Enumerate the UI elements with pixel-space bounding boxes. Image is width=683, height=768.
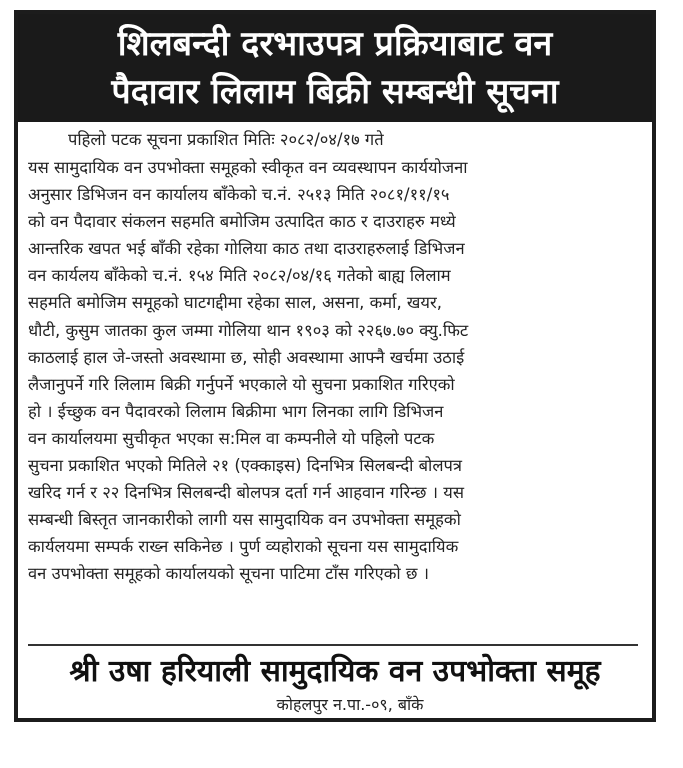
publish-date: पहिलो पटक सूचना प्रकाशित मितिः २०८२/०४/१७ गते [68, 130, 384, 149]
body-line: काठलाई हाल जे-जस्तो अवस्थामा छ, सोही अवस्थामा आफ्नै खर्चमा उठाई [28, 347, 465, 367]
body-line: सम्बन्धी बिस्तृत जानकारीको लागी यस सामुदायिक वन उपभोक्ता समूहको [28, 510, 461, 530]
body-line: आन्तरिक खपत भई बाँकी रहेका गोलिया काठ तथा दाउराहरुलाई डिभिजन [28, 239, 465, 259]
body-line: वन उपभोक्ता समूहको कार्यालयको सूचना पाटिमा टाँस गरिएको छ । [28, 564, 429, 584]
body-line: धौटी, कुसुम जातका कुल जम्मा गोलिया थान १९०३ को २२६७.७० क्यु.फिट [28, 320, 469, 340]
body-line: लैजानुपर्ने गरि लिलाम बिक्री गर्नुपर्ने भएकाले यो सुचना प्रकाशित गरिएको [28, 374, 455, 394]
body-line: यस सामुदायिक वन उपभोक्ता समूहको स्वीकृत वन व्यवस्थापन कार्ययोजना [28, 158, 468, 177]
body-line: हो । ईच्छुक वन पैदावरको लिलाम बिक्रीमा भाग लिनका लागि डिभिजन [28, 401, 444, 421]
body-line: कार्यलयमा सम्पर्क राख्न सकिनेछ । पुर्ण व्यहोराको सूचना यस सामुदायिक [28, 537, 459, 557]
notice-box [14, 10, 656, 722]
footer-divider [28, 644, 638, 646]
header-title-line-1: शिलबन्दी दरभाउपत्र प्रक्रियाबाट वन [117, 24, 553, 64]
body-line: अनुसार डिभिजन वन कार्यालय बाँकेको च.नं. २५१३ मिति २०८१/११/१५ [28, 185, 450, 205]
body-line: सुचना प्रकाशित भएको मितिले २१ (एक्काइस) दिनभित्र सिलबन्दी बोलपत्र [28, 456, 462, 476]
notice-header [18, 14, 652, 122]
header-title-line-2: पैदावार लिलाम बिक्री सम्बन्धी सूचना [111, 72, 559, 112]
organization-name: श्री उषा हरियाली सामुदायिक वन उपभोक्ता समूह [69, 654, 601, 689]
notice-body [28, 154, 644, 588]
body-line: वन कार्यालयमा सुचीकृत भएका स:मिल वा कम्पनीले यो पहिलो पटक [28, 428, 435, 448]
body-line: खरिद गर्न र २२ दिनभित्र सिलबन्दी बोलपत्र दर्ता गर्न आहवान गरिन्छ । यस [28, 483, 464, 503]
body-line: सहमति बमोजिम समूहको घाटगद्दीमा रहेका साल, असना, कर्मा, खयर, [28, 293, 442, 313]
body-line: को वन पैदावार संकलन सहमति बमोजिम उत्पादित काठ र दाउराहरु मध्ये [28, 212, 456, 232]
organization-address: कोहलपुर न.पा.-०९, बाँके [276, 695, 424, 714]
body-line: वन कार्यलय बाँकेको च.नं. १५४ मिति २०८२/०४/१६ गतेको बाह्य लिलाम [28, 266, 451, 286]
